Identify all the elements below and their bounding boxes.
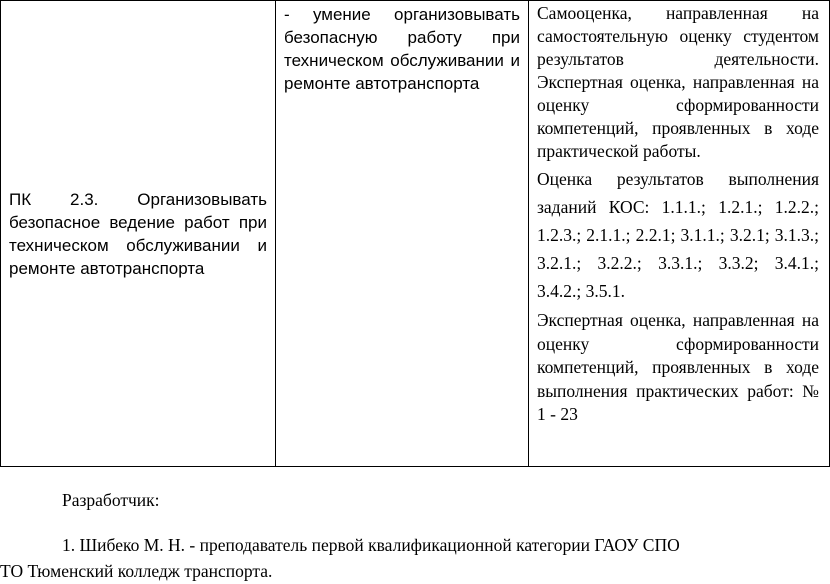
skill-cell bbox=[276, 1, 529, 467]
competency-text: ПК 2.3. Организовывать безопасное ведение работ при техническом обслуживании и ремонте автотранспорта bbox=[9, 189, 267, 278]
skill-text: - умение организовывать безопасную работу при техническом обслуживании и ремонте автотранспорта bbox=[284, 5, 520, 93]
assessment-kos-text: Оценка результатов выполнения заданий КОС: 1.1.1.; 1.2.1.; 1.2.2.; 1.2.3.; 2.1.1.; 2.2.1; 3.1.1.; 3.2.1; 3.1.3.; 3.2.1.; 3.2.2.; 3.3.1.; 3.3.2; 3.4.1.; 3.4.2.; 3.5.1. bbox=[537, 169, 819, 301]
competency-cell bbox=[1, 1, 276, 467]
developer-section bbox=[0, 487, 816, 584]
assessment-cell bbox=[529, 1, 830, 467]
developer-label: Разработчик: bbox=[62, 490, 160, 510]
assessment-self-expert-text: Самооценка, направленная на самостоятельную оценку студентом результатов деятельности. Экспертная оценка, направленная на оценку сформированности компетенций, проявленных в ходе практической работы. bbox=[537, 3, 819, 161]
developer-line-1: 1. Шибеко М. Н. - преподаватель первой квалификационной категории ГАОУ СПО bbox=[62, 535, 680, 555]
assessment-practical-text: Экспертная оценка, направленная на оценку сформированности компетенций, проявленных в ходе выполнения практических работ: № 1 - 23 bbox=[537, 310, 819, 424]
developer-line-2: ТО Тюменский колледж транспорта. bbox=[0, 561, 273, 581]
table-row bbox=[1, 1, 830, 467]
